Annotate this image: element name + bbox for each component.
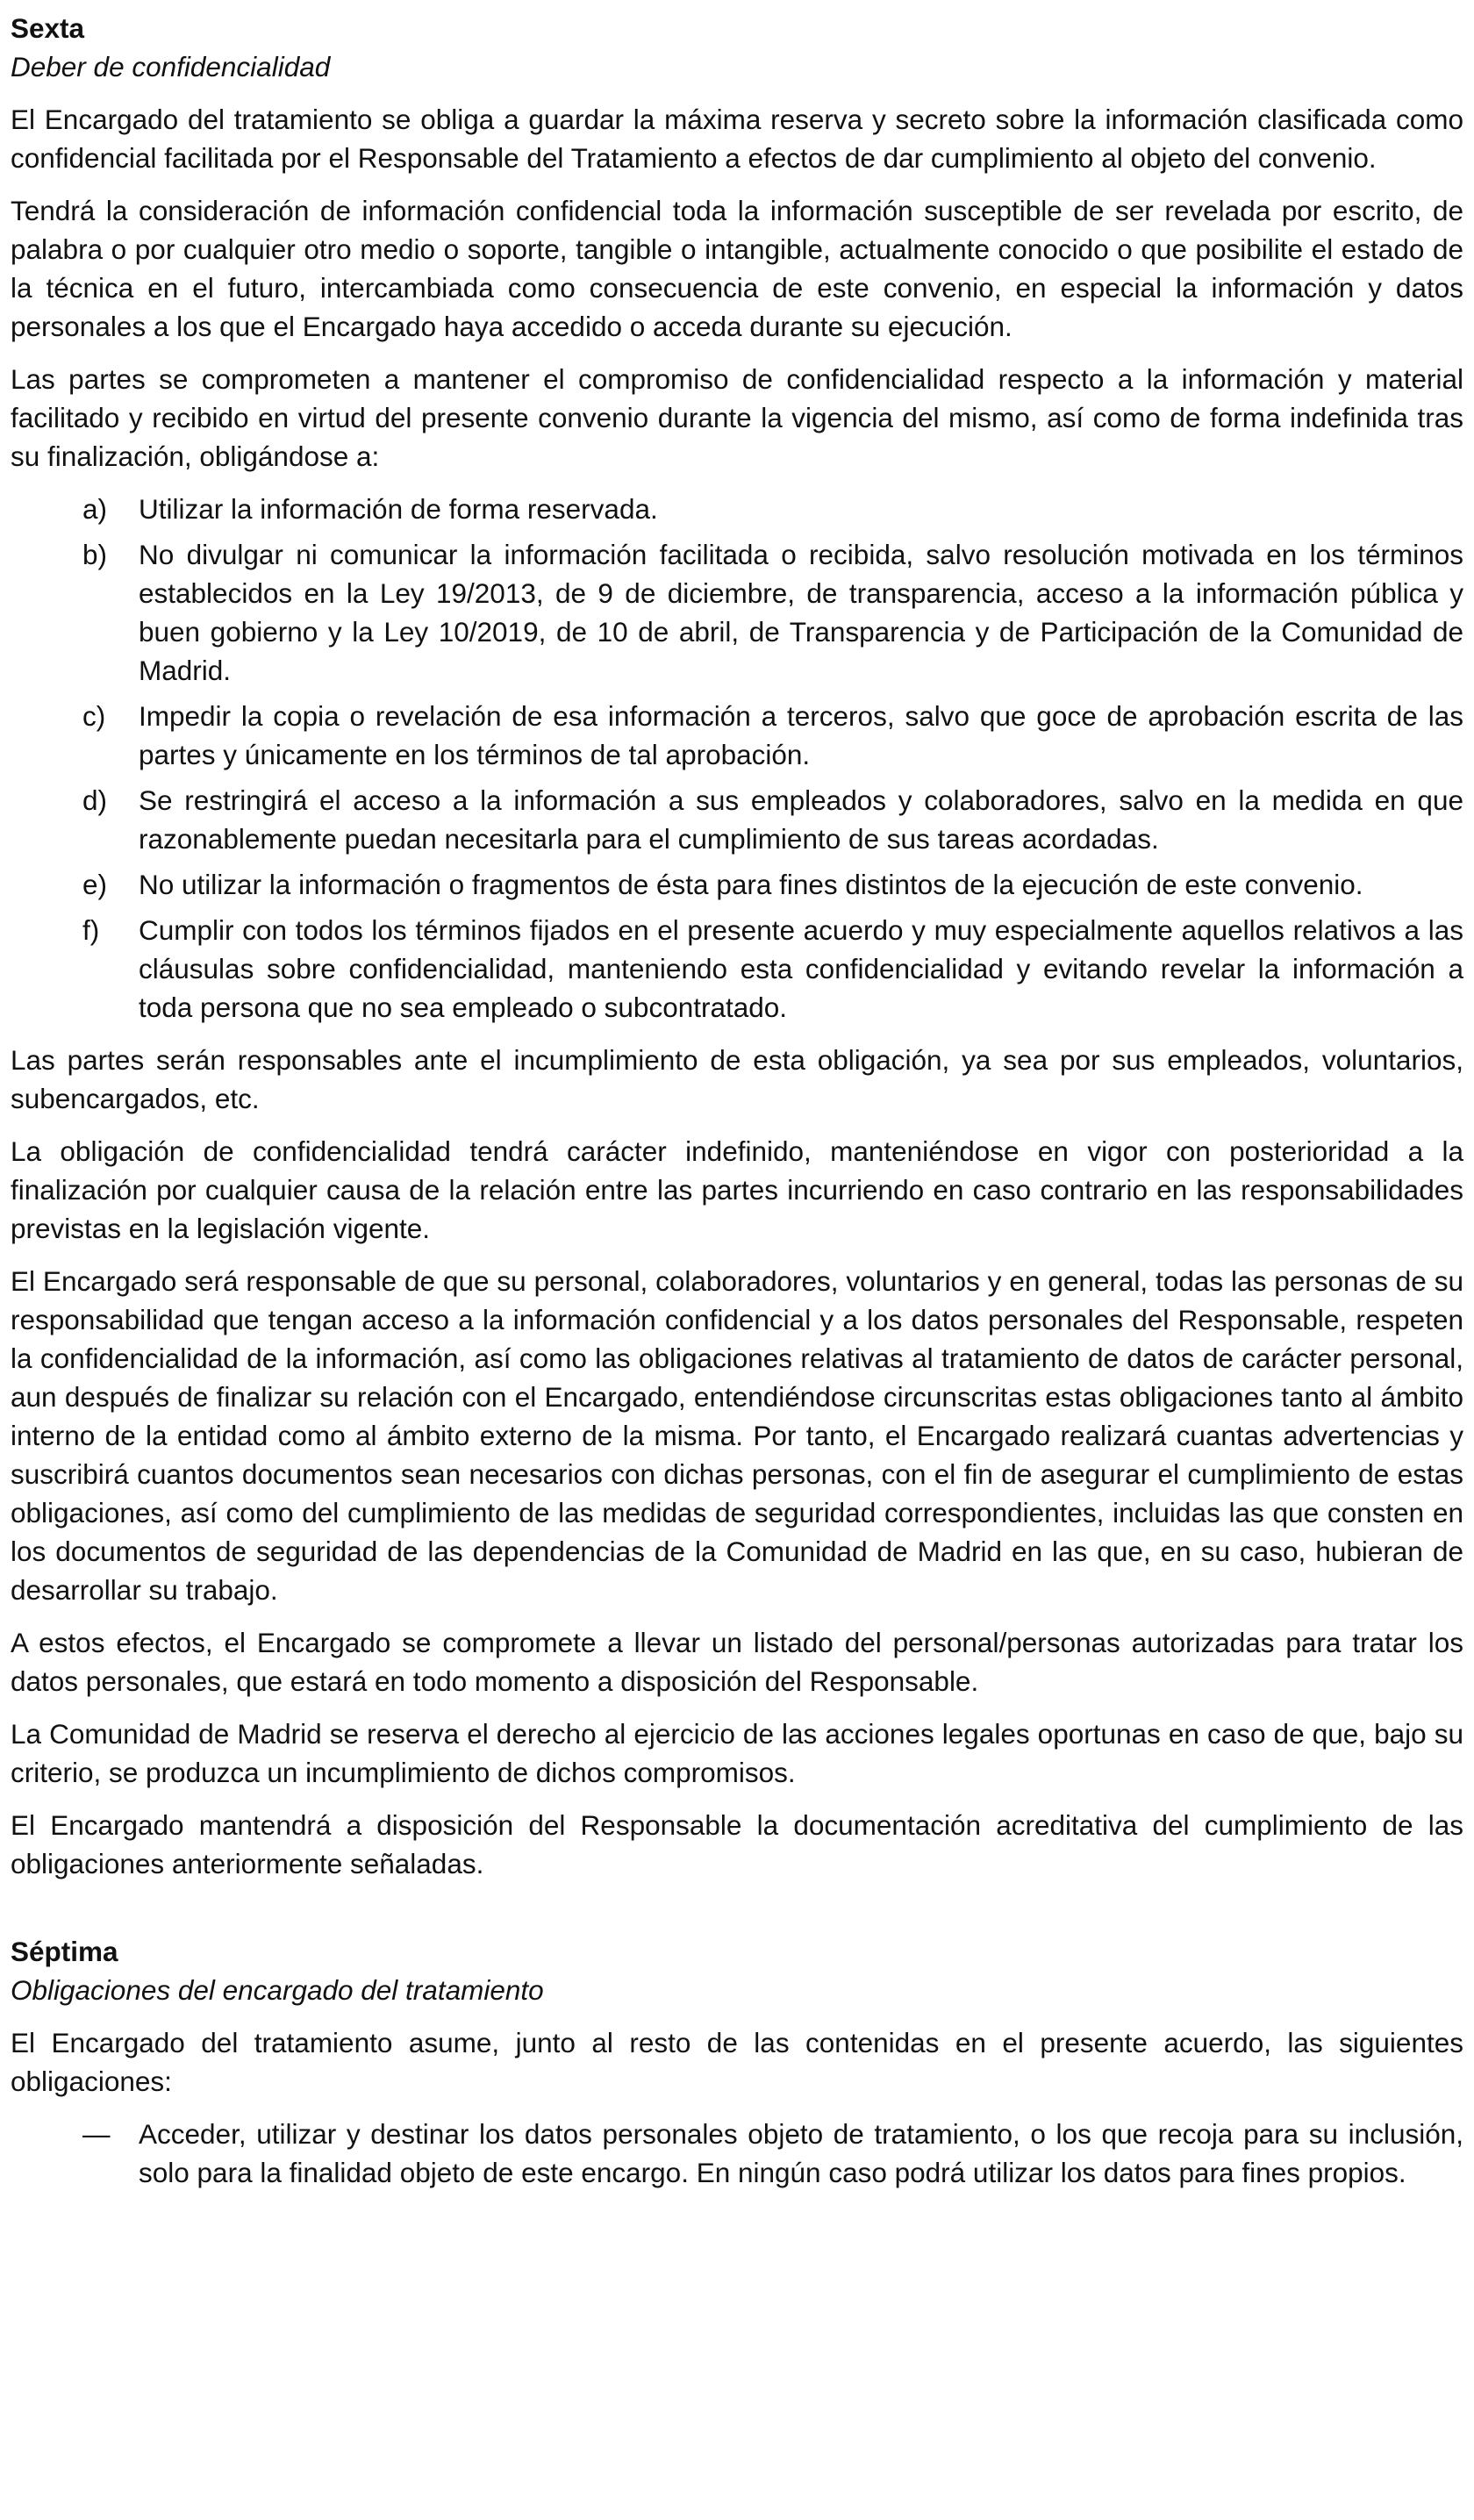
list-text: Se restringirá el acceso a la información a sus empleados y colaboradores, salvo en la medida en que razonablemente puedan necesitarla para el cumplimiento de sus tareas acordadas.	[139, 784, 1463, 855]
paragraph: Las partes se comprometen a mantener el compromiso de confidencialidad respecto a la información y material facilitado y recibido en virtud del presente convenio durante la vigencia del mismo, así como de forma indefinida tras su finalización, obligándose a:	[11, 363, 1463, 472]
list-item	[11, 490, 1463, 528]
clause-title: Sexta	[11, 12, 85, 44]
dash-list-item	[11, 2115, 1463, 2192]
clause-title: Séptima	[11, 1936, 118, 1967]
clause-sexta	[11, 9, 1463, 1883]
list-text: Impedir la copia o revelación de esa información a terceros, salvo que goce de aprobación escrita de las partes y únicamente en los términos de tal aprobación.	[139, 700, 1463, 770]
list-text: No divulgar ni comunicar la información facilitada o recibida, salvo resolución motivada en los términos establecidos en la Ley 19/2013, de 9 de diciembre, de transparencia, acceso a la información pública y buen gobierno y la Ley 10/2019, de 10 de abril, de Transparencia y de Participación de la Comunidad de Madrid.	[139, 539, 1463, 686]
paragraph: Tendrá la consideración de información confidencial toda la información susceptible de ser revelada por escrito, de palabra o por cualquier otro medio o soporte, tangible o intangible, actualmente conocido o que posibilite el estado de la técnica en el futuro, intercambiada como consecuencia de este convenio, en especial la información y datos personales a los que el Encargado haya accedido o acceda durante su ejecución.	[11, 195, 1463, 342]
list-text: No utilizar la información o fragmentos de ésta para fines distintos de la ejecución de este convenio.	[139, 869, 1363, 900]
clause-subtitle: Deber de confidencialidad	[11, 51, 331, 82]
paragraph: El Encargado del tratamiento se obliga a guardar la máxima reserva y secreto sobre la información clasificada como confidencial facilitada por el Responsable del Tratamiento a efectos de dar cumplimiento al objeto del convenio.	[11, 104, 1463, 174]
dash-text: Acceder, utilizar y destinar los datos personales objeto de tratamiento, o los que recoja para su inclusión, solo para la finalidad objeto de este encargo. En ningún caso podrá utilizar los datos para fines propios.	[139, 2118, 1463, 2188]
list-marker: a)	[82, 493, 108, 525]
paragraph: La obligación de confidencialidad tendrá carácter indefinido, manteniéndose en vigor con posterioridad a la finalización por cualquier causa de la relación entre las partes incurriendo en caso contrario en las responsabilidades previstas en la legislación vigente.	[11, 1135, 1463, 1244]
list-text: Utilizar la información de forma reservada.	[139, 493, 658, 525]
list-marker: f)	[82, 914, 100, 946]
list-item	[11, 781, 1463, 858]
paragraph: El Encargado del tratamiento asume, junto al resto de las contenidas en el presente acuerdo, las siguientes obligaciones:	[11, 2027, 1463, 2097]
clause-subtitle: Obligaciones del encargado del tratamiento	[11, 1974, 544, 2006]
list-marker: d)	[82, 784, 108, 816]
list-item	[11, 535, 1463, 690]
section-spacer	[11, 1897, 1463, 1932]
paragraph: Las partes serán responsables ante el incumplimiento de esta obligación, ya sea por sus empleados, voluntarios, subencargados, etc.	[11, 1044, 1463, 1114]
list-item	[11, 697, 1463, 774]
paragraph: El Encargado será responsable de que su personal, colaboradores, voluntarios y en general, todas las personas de su responsabilidad que tengan acceso a la información confidencial y a los datos personales del Responsable, respeten la confidencialidad de la información, así como las obligaciones relativas al tratamiento de datos de carácter personal, aun después de finalizar su relación con el Encargado, entendiéndose circunscritas estas obligaciones tanto al ámbito interno de la entidad como al ámbito externo de la misma. Por tanto, el Encargado realizará cuantas advertencias y suscribirá cuantos documentos sean necesarios con dichas personas, con el fin de asegurar el cumplimiento de estas obligaciones, así como del cumplimiento de las medidas de seguridad correspondientes, incluidas las que consten en los documentos de seguridad de las dependencias de la Comunidad de Madrid en las que, en su caso, hubieran de desarrollar su trabajo.	[11, 1265, 1463, 1606]
paragraph: El Encargado mantendrá a disposición del Responsable la documentación acreditativa del cumplimiento de las obligaciones anteriormente señaladas.	[11, 1809, 1463, 1879]
list-item	[11, 911, 1463, 1027]
clause-septima	[11, 1932, 1463, 2192]
list-item	[11, 865, 1463, 904]
dash-marker: —	[82, 2118, 111, 2150]
list-marker: b)	[82, 539, 108, 570]
list-text: Cumplir con todos los términos fijados en el presente acuerdo y muy especialmente aquellos relativos a las cláusulas sobre confidencialidad, manteniendo esta confidencialidad y evitando revelar la información a toda persona que no sea empleado o subcontratado.	[139, 914, 1463, 1023]
list-marker: c)	[82, 700, 106, 732]
document-body	[11, 9, 1463, 2192]
paragraph: A estos efectos, el Encargado se compromete a llevar un listado del personal/personas autorizadas para tratar los datos personales, que estará en todo momento a disposición del Responsable.	[11, 1627, 1463, 1697]
list-marker: e)	[82, 869, 108, 900]
paragraph: La Comunidad de Madrid se reserva el derecho al ejercicio de las acciones legales oportunas en caso de que, bajo su criterio, se produzca un incumplimiento de dichos compromisos.	[11, 1718, 1463, 1788]
obligations-list	[11, 490, 1463, 1027]
